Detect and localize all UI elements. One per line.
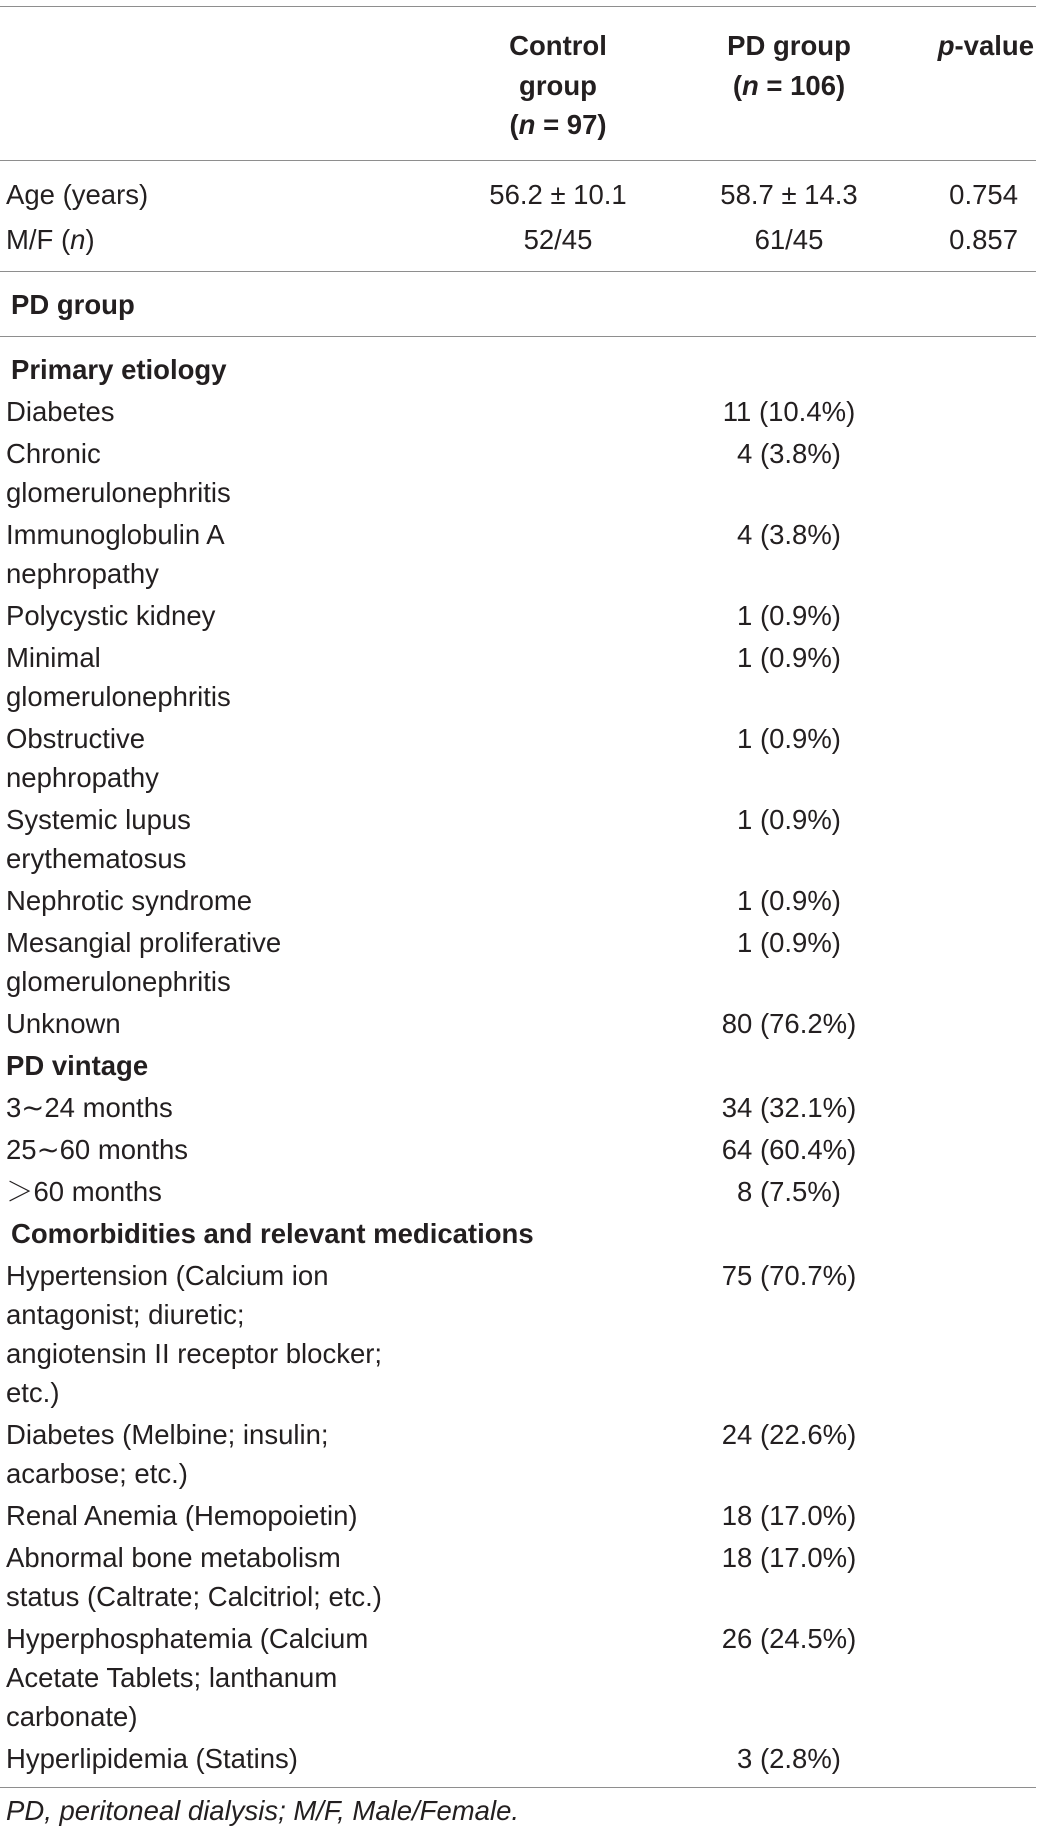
row-pd: 64 (60.4%)	[721, 1133, 857, 1165]
row-label: Age (years)	[6, 178, 149, 210]
table-row	[0, 515, 1036, 593]
row-label: 25∼60 months	[6, 1133, 189, 1165]
row-pd: 80 (76.2%)	[721, 1007, 857, 1039]
demographics	[0, 161, 1036, 271]
etiology-list	[0, 392, 1036, 1043]
row-pd: 1 (0.9%)	[737, 722, 841, 754]
header-pd-n-value: = 106)	[758, 69, 846, 101]
header-pd-line1: PD group	[727, 30, 851, 61]
section-title-pd-vintage: PD vintage	[6, 1049, 149, 1081]
row-label: Abnormal bone metabolism status (Caltrate; Calcitriol; etc.)	[6, 1541, 382, 1612]
row-label: Immunoglobulin A nephropathy	[6, 518, 224, 589]
row-label: Renal Anemia (Hemopoietin)	[6, 1499, 358, 1531]
section-title-comorbidities: Comorbidities and relevant medications	[11, 1217, 534, 1249]
row-pd: 8 (7.5%)	[737, 1175, 841, 1207]
row-label	[0, 220, 440, 259]
row-label: Hypertension (Calcium ion antagonist; diuretic; angiotensin II receptor blocker; etc.)	[6, 1259, 383, 1408]
table-row	[0, 392, 1036, 431]
table-row	[0, 719, 1036, 797]
row-pd: 1 (0.9%)	[737, 599, 841, 631]
row-label: Hyperlipidemia (Statins)	[6, 1742, 298, 1774]
row-pd: 1 (0.9%)	[737, 926, 841, 958]
comorbidity-list	[0, 1256, 1036, 1778]
table-row	[0, 800, 1036, 878]
mf-italic: n	[70, 223, 86, 255]
row-label: Hyperphosphatemia (Calcium Acetate Tablets; lanthanum carbonate)	[6, 1622, 369, 1732]
row-label: Polycystic kidney	[6, 599, 216, 631]
table-row	[0, 1004, 1036, 1043]
table-row	[0, 638, 1036, 716]
row-pd: 18 (17.0%)	[721, 1499, 857, 1531]
table-row	[0, 923, 1036, 1001]
header-control-n: (n = 97)	[509, 109, 607, 140]
table-row	[0, 1088, 1036, 1127]
header-control-line1: Control	[509, 30, 607, 61]
row-label: ＞60 months	[6, 1175, 162, 1207]
row-p: 0.857	[949, 223, 1018, 255]
section-title-pd-group: PD group	[11, 288, 135, 320]
table-row	[0, 1415, 1036, 1493]
row-control: 56.2 ± 10.1	[489, 178, 627, 210]
row-label: Chronic glomerulonephritis	[6, 437, 231, 508]
table-row	[0, 175, 1036, 214]
row-label: Diabetes (Melbine; insulin; acarbose; etc.)	[6, 1418, 329, 1489]
section-title-primary-etiology: Primary etiology	[11, 353, 227, 385]
table-row	[0, 1496, 1036, 1535]
row-label: 3∼24 months	[6, 1091, 173, 1123]
row-label: Mesangial proliferative glomerulonephritis	[6, 926, 282, 997]
table-row	[0, 1619, 1036, 1736]
row-pd: 24 (22.6%)	[721, 1418, 857, 1450]
header-pd-n: (n = 106)	[732, 69, 846, 101]
row-pd: 34 (32.1%)	[721, 1091, 857, 1123]
row-label: Unknown	[6, 1007, 121, 1039]
row-pd: 1 (0.9%)	[737, 884, 841, 916]
row-pd: 11 (10.4%)	[722, 395, 856, 427]
header-p-value	[902, 26, 1036, 66]
table-row	[0, 1130, 1036, 1169]
footnote: PD, peritoneal dialysis; M/F, Male/Female.	[6, 1794, 520, 1826]
row-pd: 1 (0.9%)	[737, 803, 841, 835]
header-control	[440, 26, 676, 145]
header-pd-n-italic: n	[741, 69, 759, 101]
mf-prefix: M/F (	[6, 223, 71, 255]
table-row	[0, 1739, 1036, 1778]
vintage-list	[0, 1088, 1036, 1211]
header-p-italic: p	[937, 30, 955, 61]
table-row	[0, 434, 1036, 512]
row-pd: 61/45	[754, 223, 824, 255]
row-pd: 4 (3.8%)	[737, 437, 841, 469]
row-pd: 75 (70.7%)	[721, 1259, 857, 1291]
table-row	[0, 881, 1036, 920]
row-pd: 3 (2.8%)	[737, 1742, 841, 1774]
mf-suffix: )	[85, 223, 95, 255]
row-label: Systemic lupus erythematosus	[6, 803, 191, 874]
row-p: 0.754	[949, 178, 1018, 210]
row-pd: 26 (24.5%)	[721, 1622, 857, 1654]
row-control: 52/45	[523, 223, 593, 255]
header-control-n-italic: n	[518, 109, 536, 140]
header-p-rest: -value	[954, 30, 1034, 61]
row-label: Obstructive nephropathy	[6, 722, 159, 793]
row-label: Diabetes	[6, 395, 115, 427]
row-label: Nephrotic syndrome	[6, 884, 253, 916]
row-pd: 4 (3.8%)	[737, 518, 841, 550]
row-pd: 58.7 ± 14.3	[720, 178, 858, 210]
row-pd: 18 (17.0%)	[721, 1541, 857, 1573]
table-row	[0, 1538, 1036, 1616]
table-row	[0, 1172, 1036, 1211]
table	[0, 6, 1036, 1830]
header-control-line2: group	[519, 69, 597, 101]
row-pd: 1 (0.9%)	[737, 641, 841, 673]
header-pd	[676, 26, 902, 105]
row-label: Minimal glomerulonephritis	[6, 641, 231, 712]
table-row	[0, 220, 1036, 259]
header-control-n-value: = 97)	[535, 109, 607, 140]
table-row	[0, 596, 1036, 635]
table-header	[0, 7, 1036, 160]
table-row	[0, 1256, 1036, 1412]
